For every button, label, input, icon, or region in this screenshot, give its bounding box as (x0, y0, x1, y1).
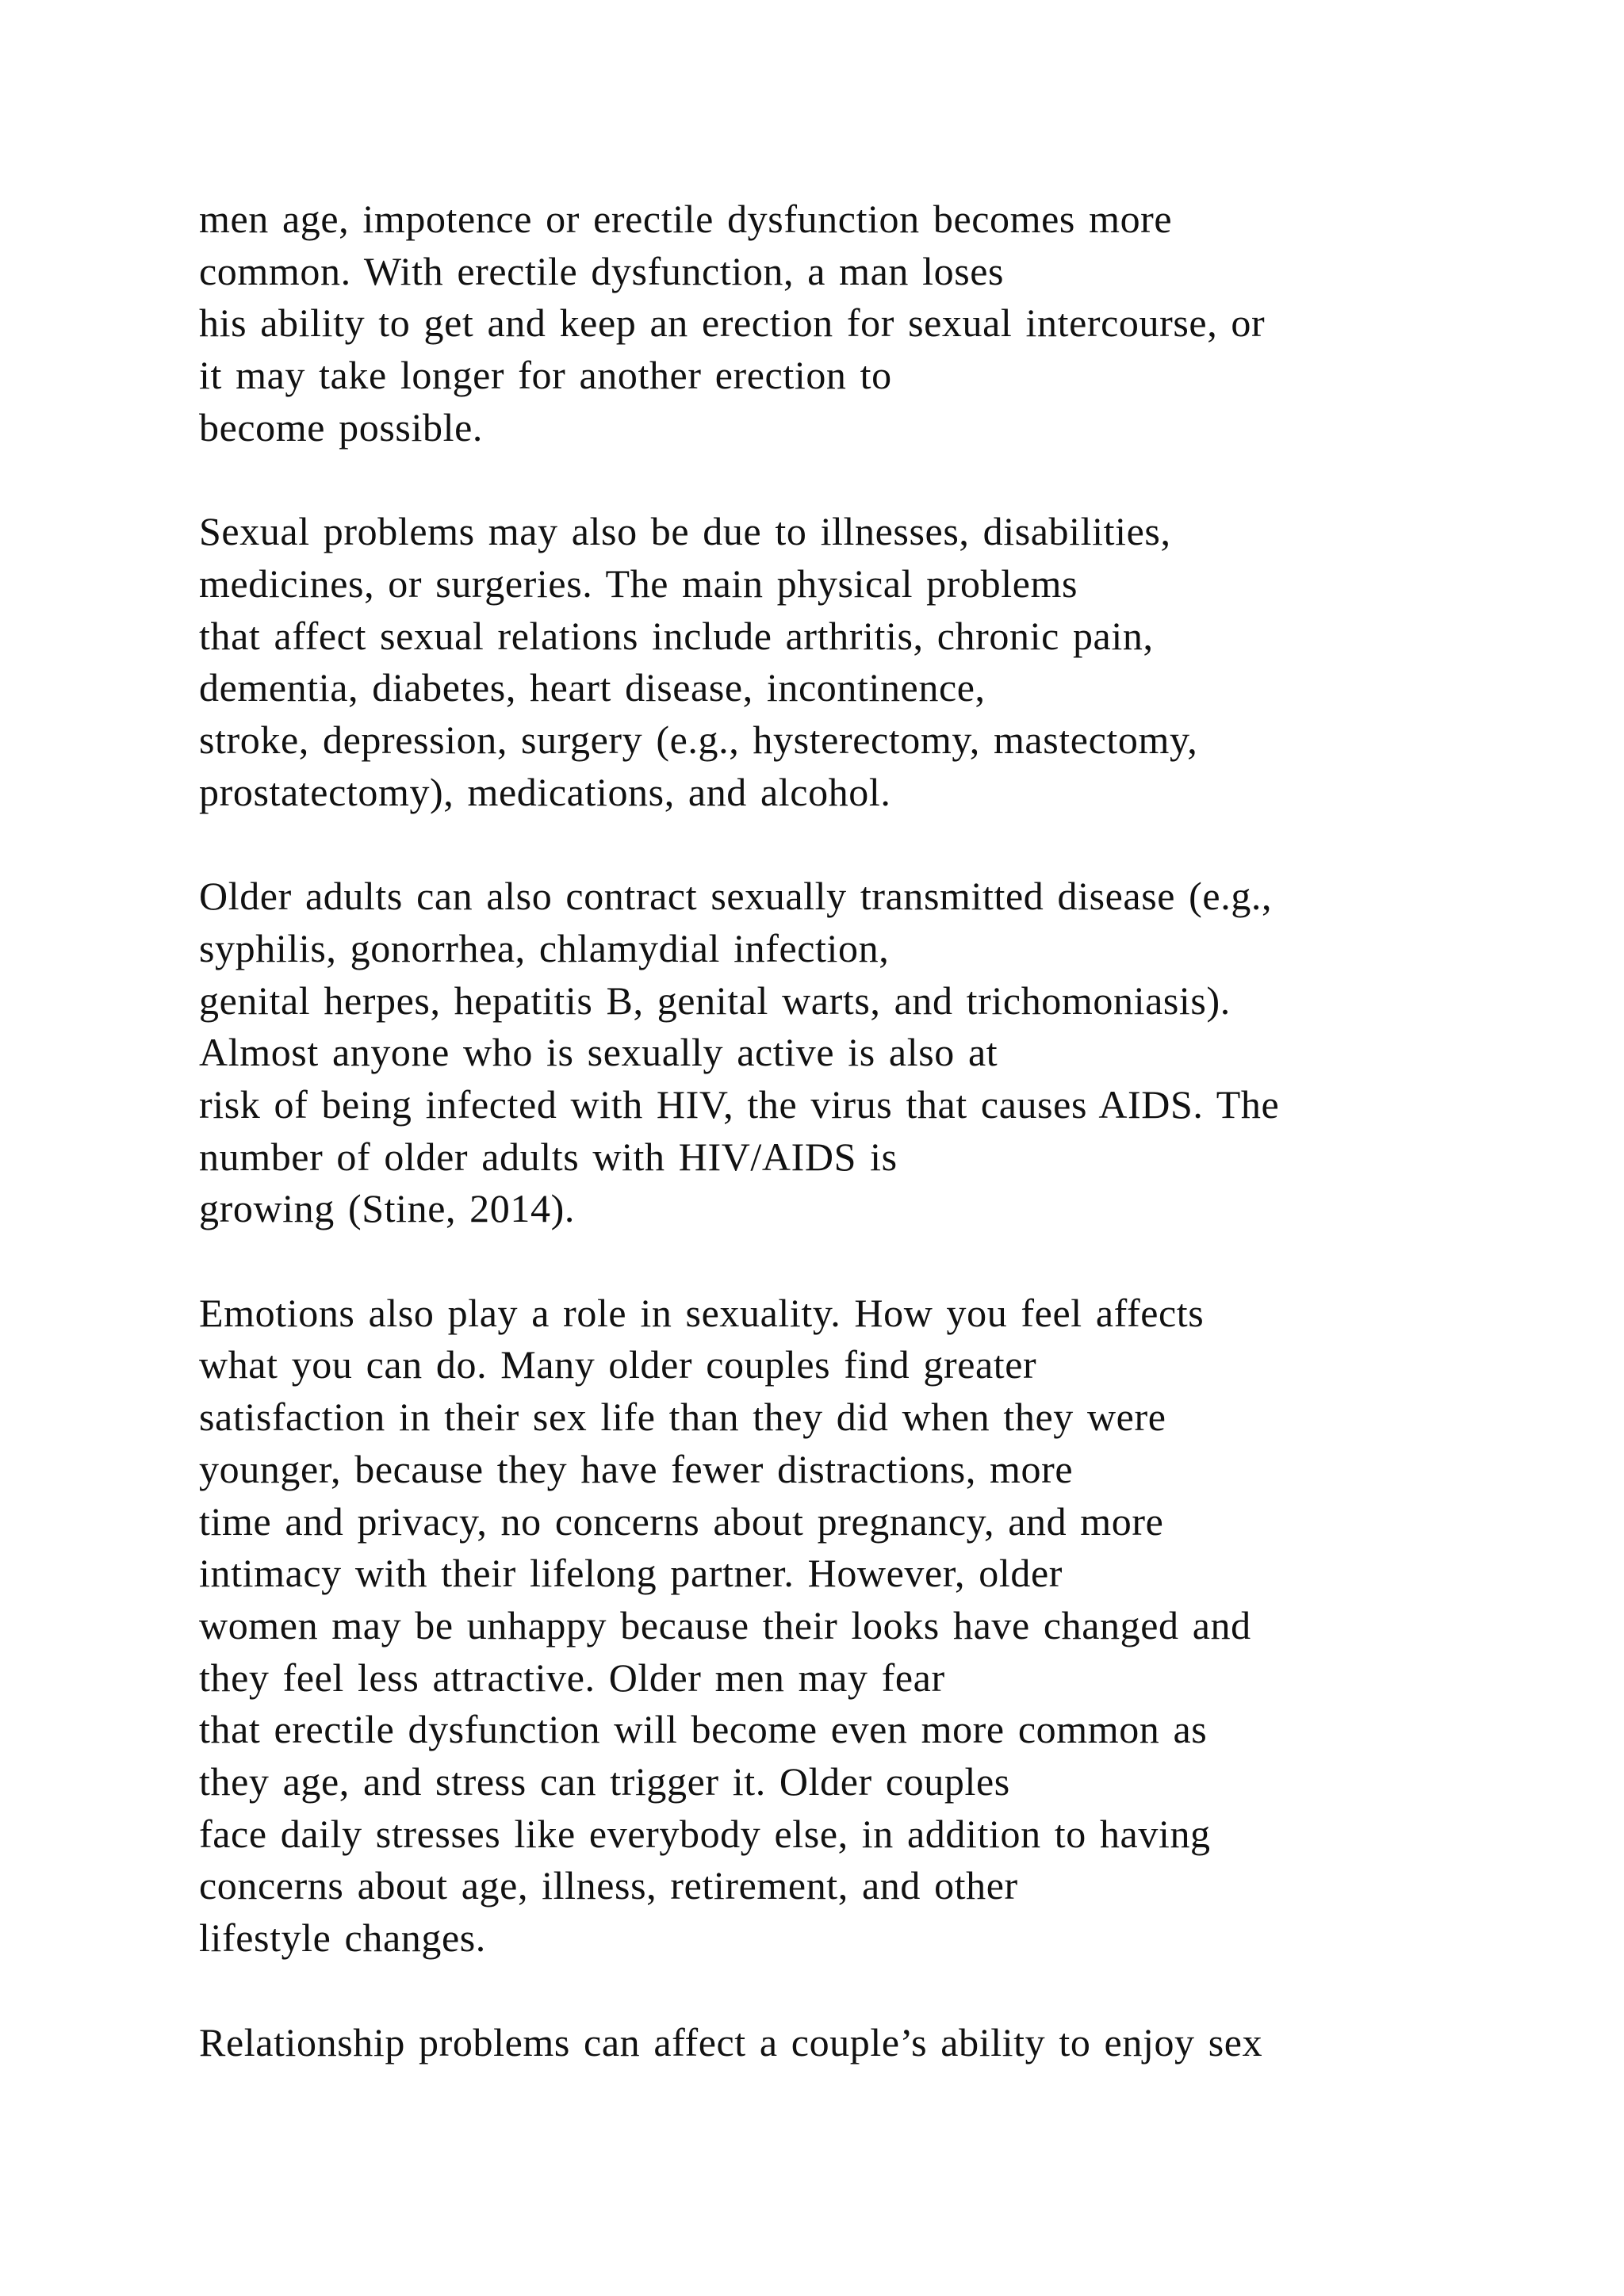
text-line: concerns about age, illness, retirement, and other (199, 1863, 1018, 1908)
text-line: satisfaction in their sex life than they did when they were (199, 1395, 1166, 1440)
text-line: women may be unhappy because their looks have changed and (199, 1602, 1251, 1647)
text-line: Almost anyone who is sexually active is also at (199, 1030, 998, 1075)
text-line: risk of being infected with HIV, the virus that causes AIDS. The (199, 1081, 1280, 1127)
text-line: his ability to get and keep an erection for sexual intercourse, or (199, 300, 1266, 346)
text-line: what you can do. Many older couples find greater (199, 1342, 1037, 1387)
text-line: number of older adults with HIV/AIDS is (199, 1134, 898, 1179)
text-line: that erectile dysfunction will become even more common as (199, 1707, 1208, 1752)
text-line: Emotions also play a role in sexuality. How you feel affects (199, 1290, 1205, 1335)
text-line: Older adults can also contract sexually transmitted disease (e.g., (199, 874, 1273, 919)
text-line: younger, because they have fewer distractions, more (199, 1446, 1074, 1491)
text-line: intimacy with their lifelong partner. However, older (199, 1551, 1063, 1596)
text-line: men age, impotence or erectile dysfunction becomes more (199, 197, 1173, 241)
text-line: common. With erectile dysfunction, a man loses (199, 248, 1005, 293)
text-line: it may take longer for another erection to (199, 353, 892, 398)
body-text (199, 193, 1500, 2068)
text-line: genital herpes, hepatitis B, genital warts, and trichomoniasis). (199, 978, 1231, 1023)
text-line: they feel less attractive. Older men may fear (199, 1655, 945, 1700)
text-line: Relationship problems can affect a couple’s ability to enjoy sex (199, 2019, 1263, 2064)
text-line: face daily stresses like everybody else, in addition to having (199, 1811, 1211, 1856)
paragraph-relationship-problems (199, 2017, 1500, 2069)
text-line: lifestyle changes. (199, 1915, 486, 1961)
text-line: time and privacy, no concerns about pregnancy, and more (199, 1498, 1164, 1544)
paragraph-sexually-transmitted-disease (199, 871, 1500, 1235)
text-line: they age, and stress can trigger it. Older couples (199, 1759, 1010, 1804)
text-line: stroke, depression, surgery (e.g., hysterectomy, mastectomy, (199, 718, 1198, 763)
text-line: syphilis, gonorrhea, chlamydial infection, (199, 925, 890, 970)
text-line: become possible. (199, 404, 483, 450)
text-line: Sexual problems may also be due to illnesses, disabilities, (199, 509, 1171, 554)
text-line: prostatectomy), medications, and alcohol. (199, 769, 891, 814)
text-line: that affect sexual relations include arthritis, chronic pain, (199, 613, 1154, 658)
text-line: dementia, diabetes, heart disease, incontinence, (199, 665, 986, 710)
paragraph-physical-problems (199, 506, 1500, 818)
paragraph-emotions (199, 1288, 1500, 1965)
text-line: medicines, or surgeries. The main physical problems (199, 561, 1078, 606)
paragraph-erectile-dysfunction (199, 193, 1500, 454)
text-line: growing (Stine, 2014). (199, 1186, 575, 1231)
